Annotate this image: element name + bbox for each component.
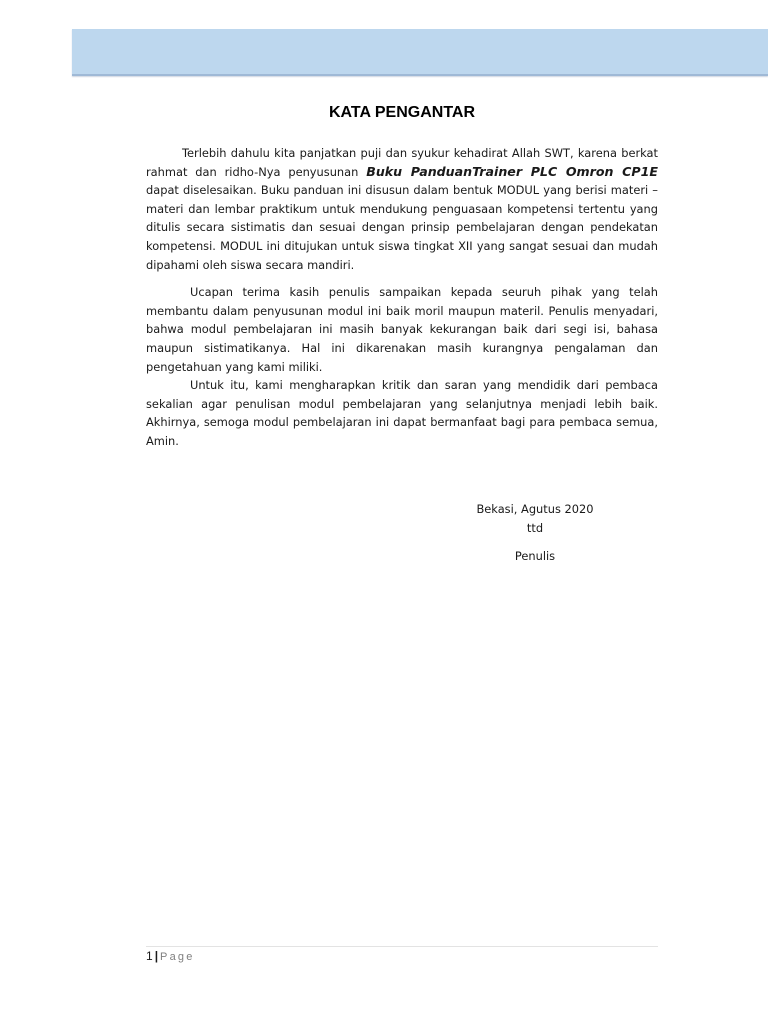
paragraph-2: Ucapan terima kasih penulis sampaikan kepada seuruh pihak yang telah membantu dalam penyusunan modul ini baik moril maupun materil. Penulis menyadari, bahwa modul pembelajaran ini masih banyak kekurangan baik dari segi isi, bahasa maupun sistimatikanya. Hal ini dikarenakan masih kurangnya pengalaman dan pengetahuan yang kami miliki. [146,285,658,374]
book-title-emphasis: Buku PanduanTrainer PLC Omron CP1E [366,163,658,179]
signature-ttd: ttd [526,520,544,535]
page-number: 1 [146,949,153,963]
signature-place-date: Bekasi, Agutus 2020 [476,502,594,516]
document-body [146,144,658,451]
page-title: KATA PENGANTAR [328,104,476,121]
signature-block [446,500,624,566]
page-label: Page [160,951,195,963]
footer-separator: | [154,949,159,963]
signature-writer: Penulis [514,549,556,564]
footer-divider [146,946,658,947]
paragraph-1-text-before: Terlebih dahulu kita panjatkan puji dan syukur kehadirat Allah SWT, karena berkat rahmat dan ridho-Nya penyusunan [146,146,658,179]
header-band [72,29,768,76]
paragraph-3: Untuk itu, kami mengharapkan kritik dan saran yang mendidik dari pembaca sekalian agar penulisan modul pembelajaran yang selanjutnya menjadi lebih baik. Akhirnya, semoga modul pembelajaran ini dapat bermanfaat bagi para pembaca semua, Amin. [146,378,658,448]
paragraph-1-text-after: dapat diselesaikan. Buku panduan ini disusun dalam bentuk MODUL yang berisi materi – materi dan lembar praktikum untuk mendukung penguasaan kompetensi tertentu yang ditulis secara sistimatis dan sesuai dengan prinsip pembelajaran dengan pendekatan kompetensi. MODUL ini ditujukan untuk siswa tingkat XII yang sangat sesuai dan mudah dipahami oleh siswa secara mandiri. [146,183,658,272]
paragraph-1 [146,144,658,274]
page-footer [146,949,195,963]
